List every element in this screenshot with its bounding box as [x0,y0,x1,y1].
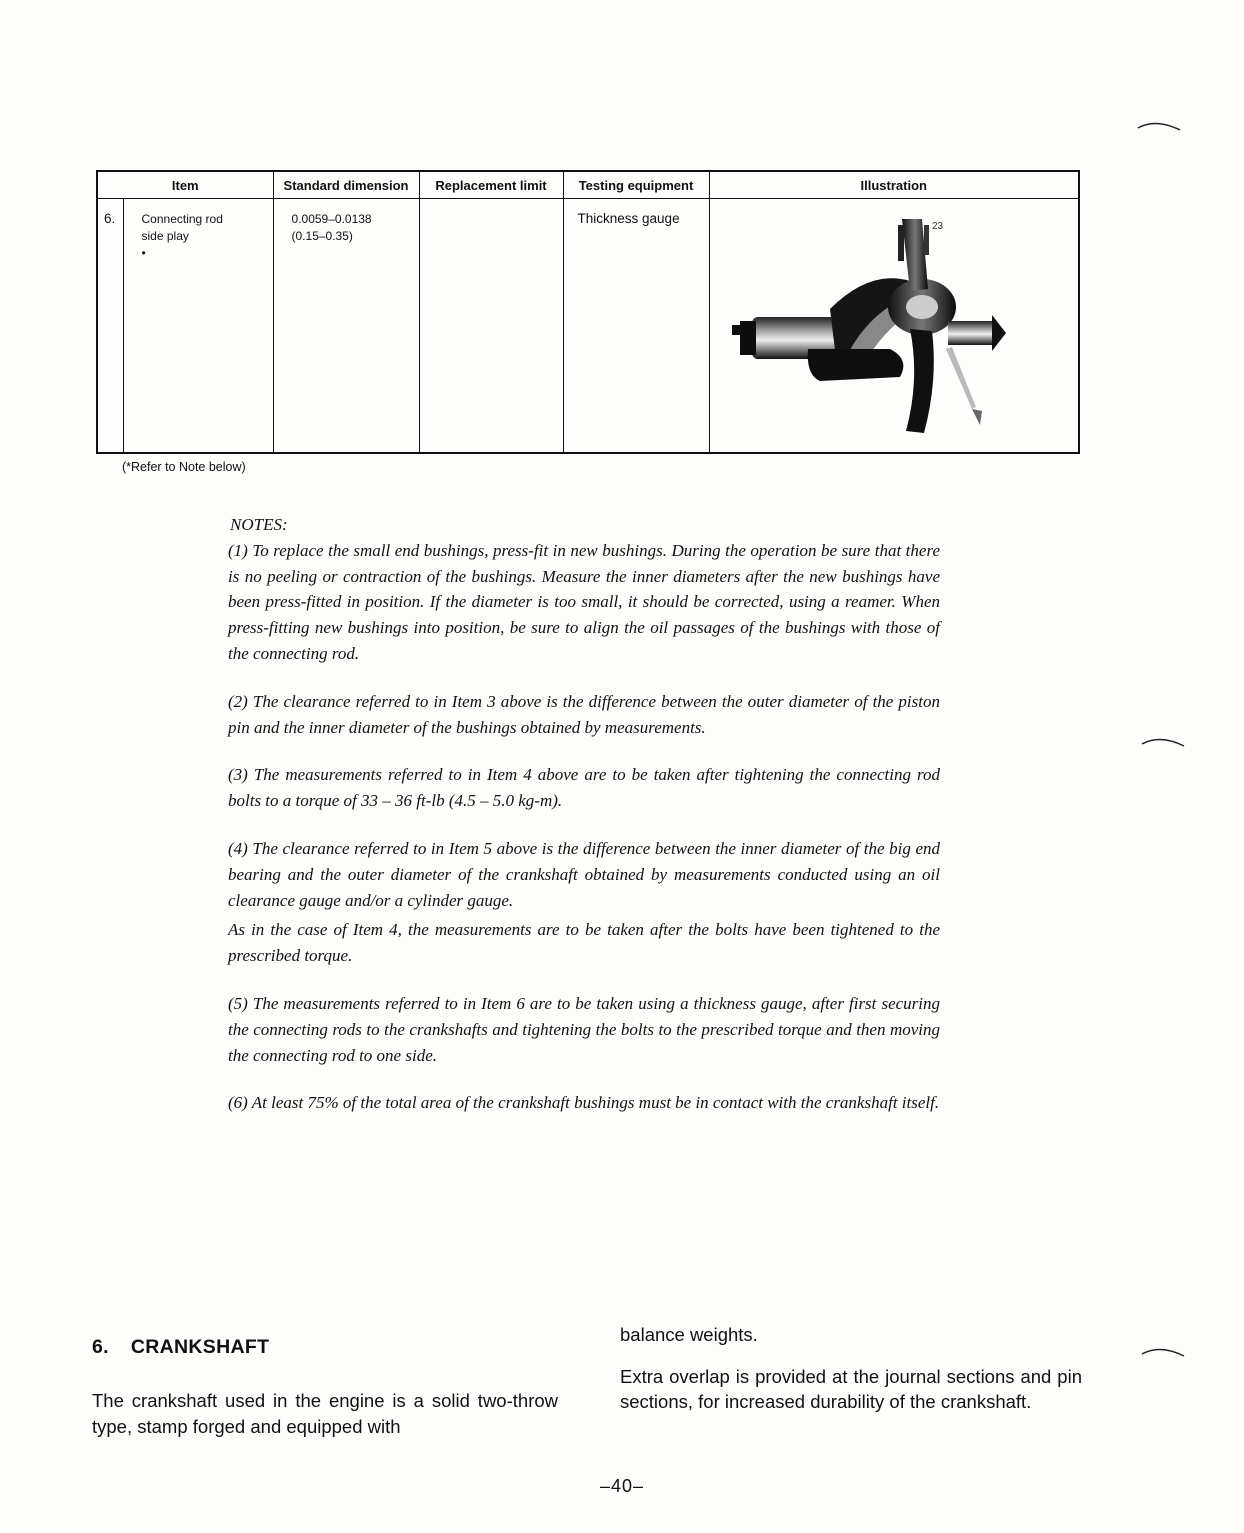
header-item: Item [97,171,273,199]
section-body-right [620,1322,1082,1415]
page-number: –40– [599,1476,645,1496]
standard-inch: 0.0059–0.0138 [291,212,372,226]
section-heading [92,1336,269,1359]
connecting-rod-thickness-gauge-illustration [710,199,1080,449]
standard-dimension-cell [273,199,419,454]
note-4: (4) The clearance referred to in Item 5 above is the difference between the inner diameter of the big end bearing and the outer diameter of the crankshaft obtained by measurements conducted using an oil clearance gauge and/or a cylinder gauge. [228,838,940,910]
standard-mm: (0.15–0.35) [291,229,353,243]
section-paragraph-right-1: balance weights. [620,1324,758,1345]
item-number: 6. [97,199,123,454]
section-body-left [92,1388,558,1439]
item-name-line1: Connecting rod [141,212,223,226]
note-1: (1) To replace the small end bushings, press-fit in new bushings. During the operation be sure that there is no peeling or contraction of the bushings. Measure the inner diameters after the new bushings have been press-fitted in position. If the diameter is too small, it should be corrected, using a reamer. When press-fitting new bushings into position, be sure to align the oil passages of the bushings with those of the connecting rod. [228,540,940,663]
table-header-row [97,171,1079,199]
scan-edge-mark-3 [1140,1342,1190,1362]
header-standard-dimension: Standard dimension [273,171,419,199]
section-number: 6. [92,1336,109,1358]
header-testing-equipment: Testing equipment [563,171,709,199]
section-paragraph-left: The crankshaft used in the engine is a solid two-throw type, stamp forged and equipped with [92,1390,558,1437]
section-title: CRANKSHAFT [130,1336,270,1358]
illustration-cell [709,199,1079,454]
note-6: (6) At least 75% of the total area of the crankshaft bushings must be in contact with the crankshaft itself. [228,1093,940,1113]
table-footnote: (*Refer to Note below) [122,460,246,474]
note-2: (2) The clearance referred to in Item 3 above is the difference between the outer diameter of the piston pin and the inner diameter of the bushings obtained by measurements. [228,691,940,737]
testing-equipment-cell: Thickness gauge [563,199,709,454]
table-row [97,199,1079,454]
item-name-cell [123,199,273,454]
section-paragraph-right-2: Extra overlap is provided at the journal sections and pin sections, for increased durability of the crankshaft. [620,1365,1082,1412]
replacement-limit-cell [419,199,563,454]
note-4-continued: As in the case of Item 4, the measurements are to be taken after the bolts have been tightened to the prescribed torque. [228,920,940,966]
item-note-mark: • [141,246,146,260]
note-3: (3) The measurements referred to in Item 4 above are to be taken after tightening the connecting rod bolts to a torque of 33 – 36 ft-lb (4.5 – 5.0 kg-m). [228,765,940,811]
header-illustration: Illustration [709,171,1079,199]
notes-heading: NOTES: [230,515,288,534]
notes-section [228,512,940,1116]
scan-edge-mark-1 [1136,116,1186,136]
scan-edge-mark-2 [1140,732,1190,752]
item-name-line2: side play [141,229,189,243]
spec-table [96,170,1080,454]
svg-text:23: 23 [931,221,943,232]
header-replacement-limit: Replacement limit [419,171,563,199]
note-5: (5) The measurements referred to in Item 6 are to be taken using a thickness gauge, after first securing the connecting rods to the crankshafts and tightening the bolts to the prescribed torque and then moving the connecting rod to one side. [228,993,940,1065]
